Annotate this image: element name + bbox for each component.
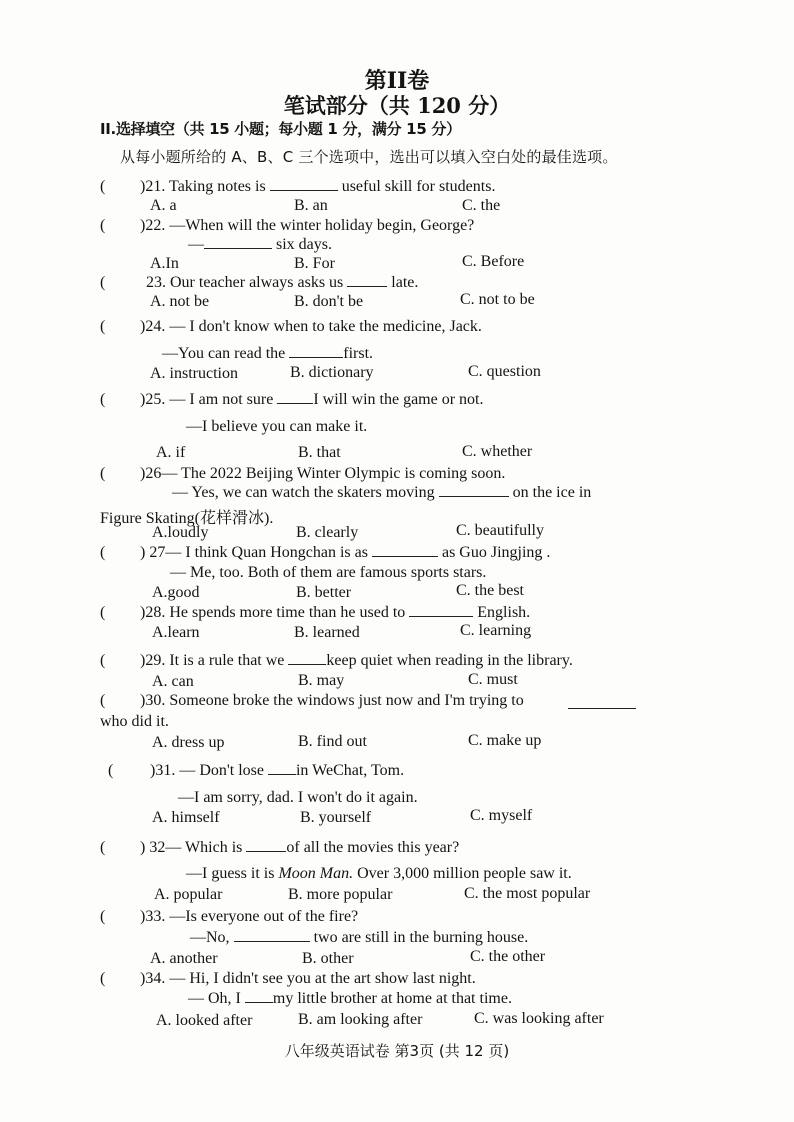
answer-paren: ( [100, 391, 106, 408]
option-b: B. other [302, 950, 354, 967]
option-c: C. must [468, 671, 518, 688]
answer-paren: ( [100, 604, 106, 621]
question-stem: )26— The 2022 Beijing Winter Olympic is coming soon. [140, 465, 506, 482]
option-c: C. was looking after [474, 1010, 604, 1027]
question-stem: ) 27— I think Quan Hongchan is as as Guo Jingjing . [140, 544, 551, 561]
question-stem: )33. —Is everyone out of the fire? [140, 908, 359, 925]
question-stem: )28. He spends more time than he used to English. [140, 604, 531, 621]
option-c: C. the best [456, 582, 524, 599]
question-reply: — six days. [188, 236, 332, 253]
answer-blank [439, 495, 509, 497]
option-a: A. not be [150, 293, 210, 310]
answer-paren: ( [100, 274, 106, 291]
question-reply: —You can read the first. [162, 345, 374, 362]
answer-paren: ( [100, 652, 106, 669]
answer-blank [246, 850, 286, 852]
option-c: C. the other [470, 948, 546, 965]
option-a: A. looked after [156, 1012, 253, 1029]
question-stem: )31. — Don't lose in WeChat, Tom. [150, 762, 405, 779]
movie-title: Moon Man. [278, 865, 354, 882]
answer-blank [568, 707, 636, 709]
option-b: B. find out [298, 733, 367, 750]
option-b: B. dictionary [290, 364, 374, 381]
question-stem: )22. —When will the winter holiday begin, George? [140, 217, 475, 234]
question-reply-cont: Figure Skating(花样滑冰). [100, 510, 274, 527]
answer-paren: ( [108, 762, 114, 779]
option-c: C. beautifully [456, 522, 544, 539]
answer-blank [234, 940, 310, 942]
answer-paren: ( [100, 970, 106, 987]
option-a: A.In [150, 255, 179, 272]
question-stem: ) 32— Which is of all the movies this year? [140, 839, 460, 856]
answer-paren: ( [100, 178, 106, 195]
option-b: B. more popular [288, 886, 393, 903]
answer-paren: ( [100, 692, 106, 709]
answer-blank [277, 402, 313, 404]
answer-paren: ( [100, 544, 106, 561]
option-b: B. clearly [296, 524, 359, 541]
option-c: C. the most popular [464, 885, 591, 902]
option-c: C. make up [468, 732, 542, 749]
question-stem: )21. Taking notes is useful skill for students. [140, 178, 496, 195]
answer-blank [347, 285, 387, 287]
option-b: B. For [294, 255, 335, 272]
option-b: B. don't be [294, 293, 364, 310]
answer-blank [288, 663, 326, 665]
question-stem-cont: who did it. [100, 713, 169, 730]
option-a: A. himself [152, 809, 220, 826]
question-reply: — Yes, we can watch the skaters moving on the ice in [172, 484, 592, 501]
option-c: C. whether [462, 443, 533, 460]
answer-paren: ( [100, 465, 106, 482]
answer-blank [270, 189, 338, 191]
answer-blank [372, 555, 438, 557]
option-c: C. the [462, 197, 501, 214]
option-c: C. question [468, 363, 541, 380]
option-c: C. Before [462, 253, 525, 270]
option-a: A. can [152, 673, 194, 690]
answer-paren: ( [100, 318, 106, 335]
option-a: A. if [156, 444, 186, 461]
question-reply: — Me, too. Both of them are famous sports stars. [170, 564, 487, 581]
question-stem: )25. — I am not sure I will win the game or not. [140, 391, 484, 408]
section-instruction: 从每小题所给的 A、B、C 三个选项中，选出可以填入空白处的最佳选项。 [120, 148, 618, 166]
option-a: A. instruction [150, 365, 238, 382]
option-c: C. not to be [460, 291, 535, 308]
question-stem: )29. It is a rule that we keep quiet when reading in the library. [140, 652, 573, 669]
answer-paren: ( [100, 839, 106, 856]
question-reply: —I believe you can make it. [186, 418, 368, 435]
section-title: II.选择填空（共 15 小题；每小题 1 分，满分 15 分） [100, 120, 461, 138]
answer-blank [204, 247, 272, 249]
volume-title: 第II卷 [364, 68, 430, 94]
question-stem: 23. Our teacher always asks us late. [146, 274, 419, 291]
option-b: B. learned [294, 624, 360, 641]
option-b: B. an [294, 197, 328, 214]
page-footer: 八年级英语试卷 第3页 (共 12 页) [284, 1042, 510, 1060]
option-b: B. am looking after [298, 1011, 423, 1028]
part-title: 笔试部分（共 120 分） [283, 93, 511, 118]
option-a: A. dress up [152, 734, 225, 751]
question-reply: — Oh, I my little brother at home at that time. [188, 990, 512, 1007]
option-a: A.learn [152, 624, 200, 641]
option-a: A. a [150, 197, 177, 214]
answer-blank [289, 356, 343, 358]
option-b: B. that [298, 444, 341, 461]
answer-paren: ( [100, 217, 106, 234]
question-reply: —I guess it is Moon Man. Over 3,000 million people saw it. [186, 865, 572, 882]
option-b: B. better [296, 584, 352, 601]
question-reply: —No, two are still in the burning house. [190, 929, 529, 946]
option-c: C. myself [470, 807, 533, 824]
question-stem: )30. Someone broke the windows just now and I'm trying to [140, 692, 524, 709]
question-reply: —I am sorry, dad. I won't do it again. [178, 789, 418, 806]
answer-blank [268, 773, 296, 775]
option-c: C. learning [460, 622, 532, 639]
option-a: A. another [150, 950, 218, 967]
option-a: A. popular [154, 886, 223, 903]
option-a: A.good [152, 584, 200, 601]
question-stem: )24. — I don't know when to take the medicine, Jack. [140, 318, 482, 335]
option-a: A.loudly [152, 524, 209, 541]
answer-blank [409, 615, 473, 617]
option-b: B. yourself [300, 809, 372, 826]
answer-paren: ( [100, 908, 106, 925]
answer-blank [245, 1001, 273, 1003]
option-b: B. may [298, 672, 345, 689]
question-stem: )34. — Hi, I didn't see you at the art show last night. [140, 970, 476, 987]
